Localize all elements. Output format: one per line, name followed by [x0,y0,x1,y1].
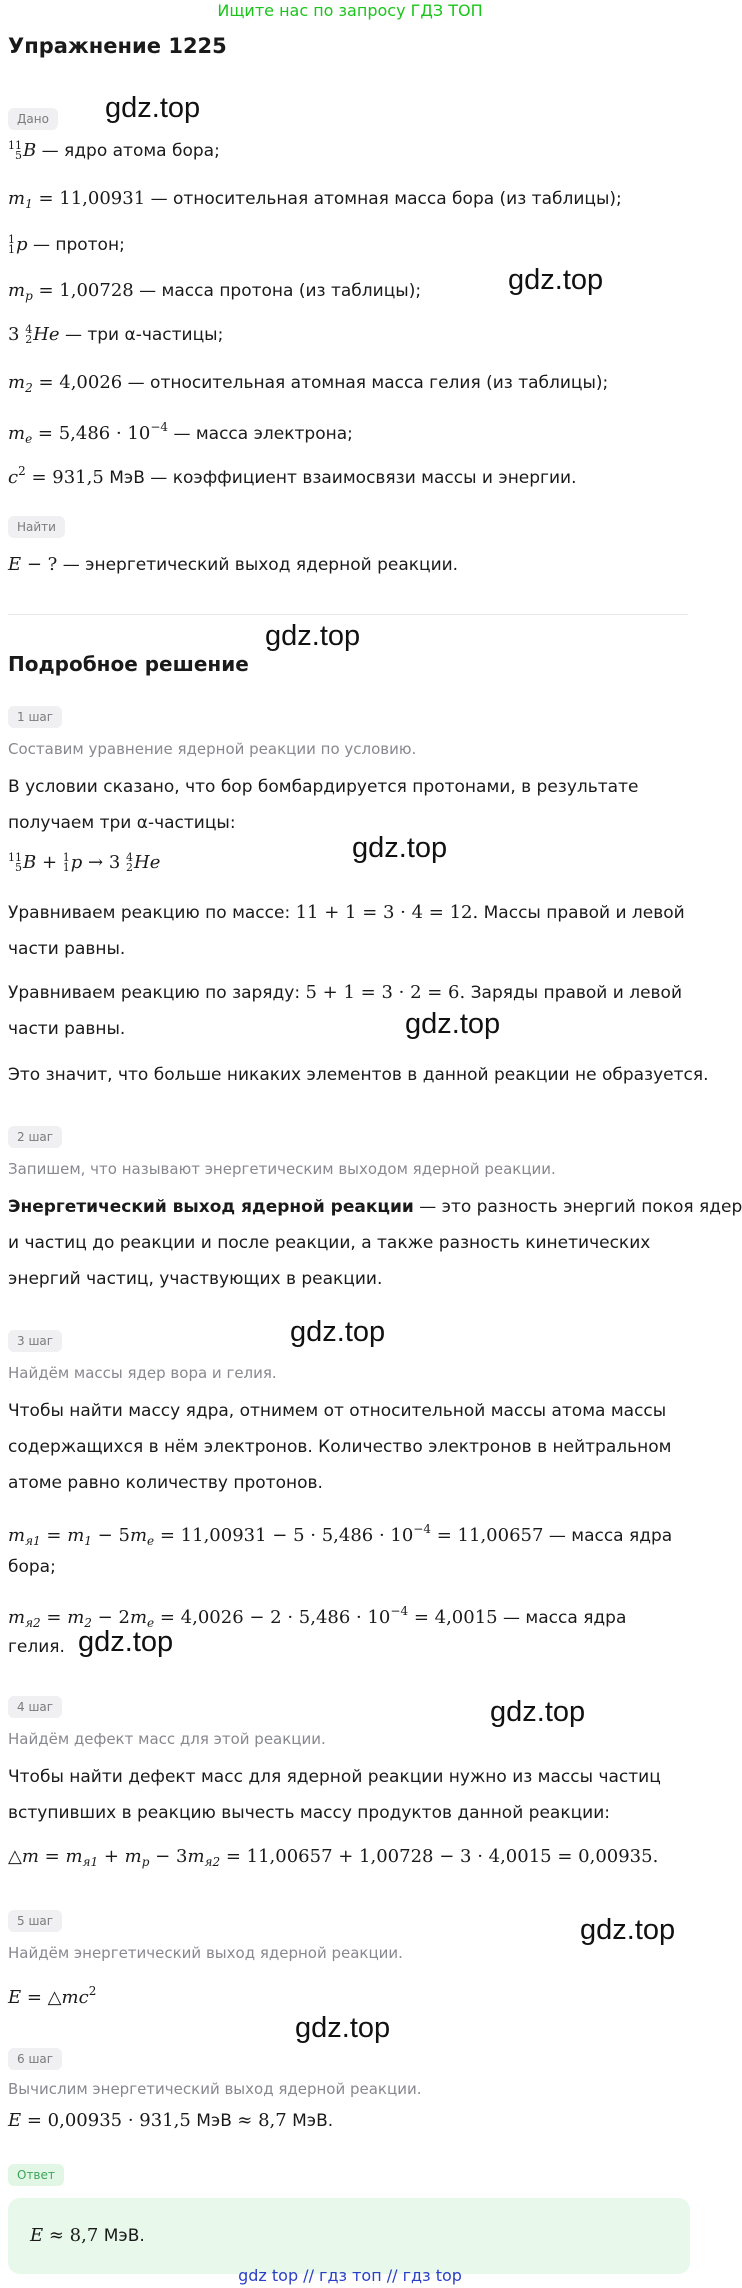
step6-tag: 6 шаг [8,2048,62,2070]
step3-eq2: $m_{я2} = m_2 - 2m_e = 4,0026 - 2 \cdot 5,486 \cdot 10^{-4} = 4,0015$ — масса ядра [8,1604,627,1630]
step4-hint: Найдём дефект масс для этой реакции. [8,1730,326,1748]
watermark: gdz.top [78,1626,174,1658]
reaction-equation: 11 5 B + 1 1 p → 3 4 2 He [8,851,161,874]
step1-p7: Это значит, что больше никаких элементов в данной реакции не образуется. [8,1065,709,1085]
given-line-1: 11 5 B — ядро атома бора; [8,139,220,162]
watermark: gdz.top [295,2012,391,2044]
step3-eq1-cont: бора; [8,1557,56,1577]
step3-eq2-cont: гелия. [8,1637,65,1657]
step5-eq: $E = \triangle mc^2$ [8,1984,97,2008]
step2-hint: Запишем, что называют энергетическим выходом ядерной реакции. [8,1160,556,1178]
step3-hint: Найдём массы ядер вора и гелия. [8,1364,277,1382]
step1-p2: получаем три α-частицы: [8,813,236,833]
watermark: gdz.top [508,264,604,296]
watermark: gdz.top [405,1008,501,1040]
footer-links[interactable]: gdz top // гдз топ // гдз top [238,2266,462,2285]
step5-tag: 5 шаг [8,1910,62,1932]
step4-p1: Чтобы найти дефект масс для ядерной реакции нужно из массы частиц [8,1767,661,1787]
watermark: gdz.top [352,832,448,864]
given-line-8: $c^2 = 931,5$ МэВ — коэффициент взаимосвязи массы и энергии. [8,464,577,488]
step3-p1: Чтобы найти массу ядра, отнимем от относительной массы атома массы [8,1401,667,1421]
given-line-4: $m_p = 1,00728$ — масса протона (из таблицы); [8,280,422,303]
find-tag: Найти [8,516,65,538]
step1-p4: части равны. [8,939,126,959]
given-line-2: $m_1 = 11,00931$ — относительная атомная масса бора (из таблицы); [8,188,622,211]
step1-hint: Составим уравнение ядерной реакции по условию. [8,740,417,758]
divider [8,614,688,615]
watermark: gdz.top [105,92,201,124]
step2-p1: Энергетический выход ядерной реакции — это разность энергий покоя ядер [8,1197,742,1217]
step5-hint: Найдём энергетический выход ядерной реакции. [8,1944,403,1962]
answer-tag: Ответ [8,2164,64,2186]
watermark: gdz.top [490,1696,586,1728]
page-title: Упражнение 1225 [8,34,227,58]
step3-eq1: $m_{я1} = m_1 - 5m_e = 11,00931 - 5 \cdot 5,486 \cdot 10^{-4} = 11,00657$ — масса ядра [8,1522,673,1548]
step3-p2: содержащихся в нём электронов. Количество электронов в нейтральном [8,1437,672,1457]
step1-p5: Уравниваем реакцию по заряду: 5 + 1 = 3 · 2 = 6. Заряды правой и левой [8,982,682,1003]
given-line-5: 3 4 2 He — три α-частицы; [8,323,224,346]
find-line: E − ? — энергетический выход ядерной реакции. [8,554,459,575]
step2-tag: 2 шаг [8,1126,62,1148]
step3-tag: 3 шаг [8,1330,62,1352]
given-tag: Дано [8,108,58,130]
answer-text: E ≈ 8,7 МэВ. [30,2225,145,2246]
top-banner[interactable]: Ищите нас по запросу ГДЗ ТОП [217,1,483,20]
step6-hint: Вычислим энергетический выход ядерной реакции. [8,2080,422,2098]
given-line-3: 1 1 p — протон; [8,233,125,256]
watermark: gdz.top [265,620,361,652]
step1-p3: Уравниваем реакцию по массе: 11 + 1 = 3 · 4 = 12. Массы правой и левой [8,902,685,923]
solution-title: Подробное решение [8,652,249,676]
step4-tag: 4 шаг [8,1696,62,1718]
step4-p2: вступивших в реакцию вычесть массу продуктов данной реакции: [8,1803,610,1823]
watermark: gdz.top [290,1316,386,1348]
step2-p2: и частиц до реакции и после реакции, а также разность кинетических [8,1233,651,1253]
step1-p6: части равны. [8,1019,126,1039]
watermark: gdz.top [580,1914,676,1946]
step1-tag: 1 шаг [8,706,62,728]
given-line-7: $m_e = 5,486 \cdot 10^{-4}$ — масса электрона; [8,420,353,446]
step4-eq: △m = $m_{я1} + m_p - 3m_{я2} = 11,00657 + 1,00728 - 3 \cdot 4,0015 = 0,00935$. [8,1846,659,1869]
step3-p3: атоме равно количеству протонов. [8,1473,323,1493]
step6-eq: E = 0,00935 · 931,5 МэВ ≈ 8,7 МэВ. [8,2110,334,2131]
step2-p3: энергий частиц, участвующих в реакции. [8,1269,383,1289]
given-line-6: $m_2 = 4,0026$ — относительная атомная масса гелия (из таблицы); [8,372,609,395]
step1-p1: В условии сказано, что бор бомбардируется протонами, в результате [8,777,639,797]
